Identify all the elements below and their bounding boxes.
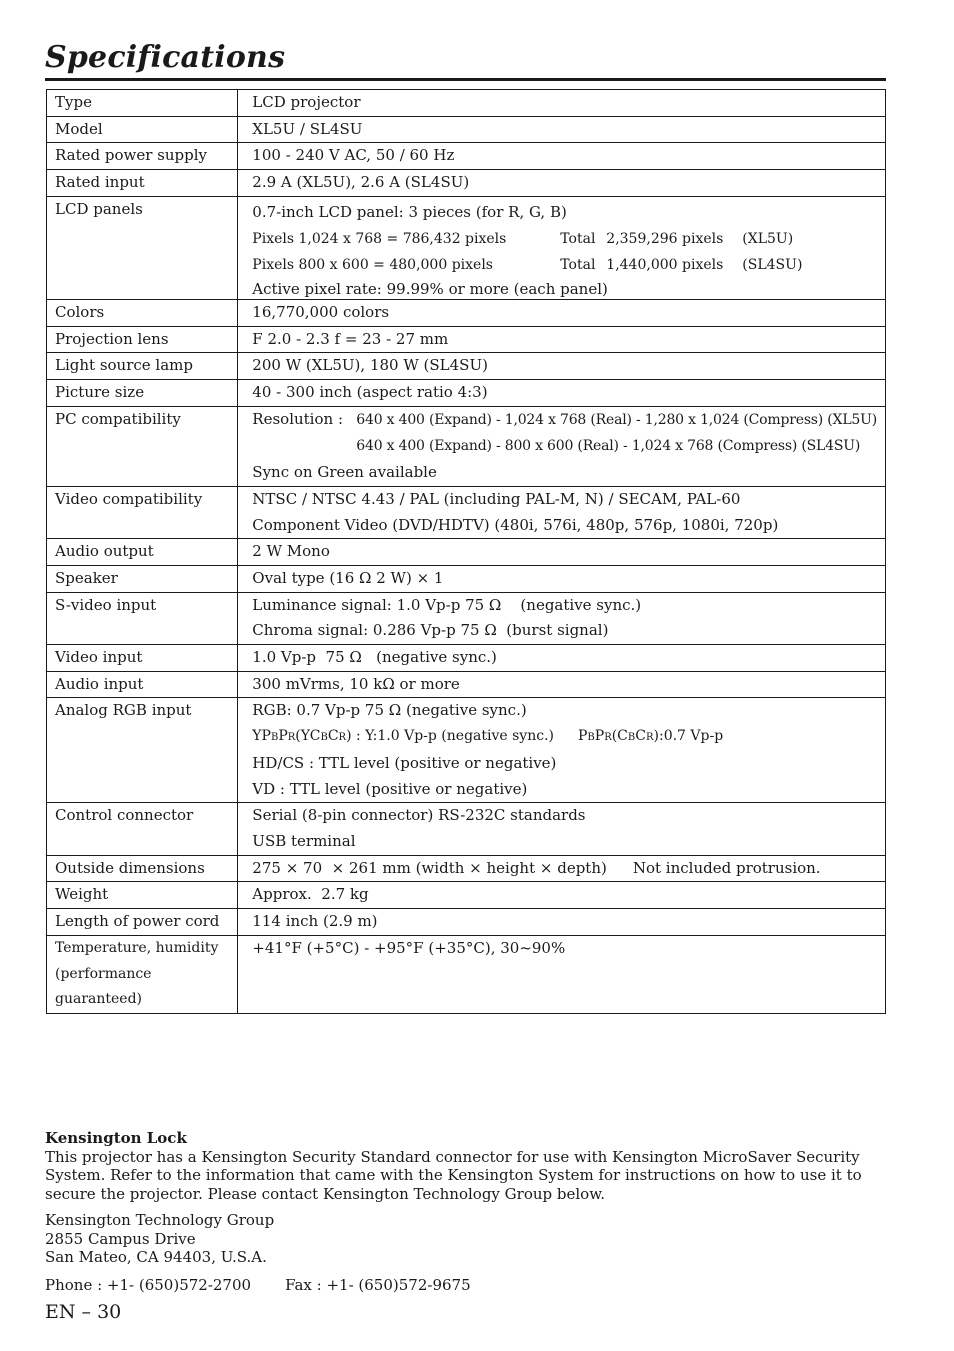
spec-label: Model — [47, 116, 238, 143]
spec-value: LCD projector — [238, 90, 886, 117]
resolution-line — [252, 433, 877, 460]
spec-value: 100 - 240 V AC, 50 / 60 Hz — [238, 143, 886, 170]
lcd-pixels-sl4su — [252, 252, 877, 279]
resolution-line — [252, 407, 877, 434]
lcd-pixels-xl5u — [252, 226, 877, 253]
kensington-text: secure the projector. Please contact Kensington Technology Group below. — [45, 1184, 606, 1203]
spec-label — [47, 935, 238, 1013]
table-row — [47, 196, 886, 299]
table-row — [47, 143, 886, 170]
table-row — [47, 909, 886, 936]
spec-label: Weight — [47, 882, 238, 909]
rgb-line: VD : TTL level (positive or negative) — [252, 779, 528, 798]
resolution-xl5u: 640 x 400 (Expand) - 1,024 x 768 (Real) - 1,280 x 1,024 (Compress) (XL5U) — [356, 411, 877, 428]
spec-value: 114 inch (2.9 m) — [238, 909, 886, 936]
lcd-line: 0.7-inch LCD panel: 3 pieces (for R, G, B) — [252, 202, 567, 221]
spec-value — [238, 803, 886, 855]
spec-label: Audio output — [47, 539, 238, 566]
model-label: (XL5U) — [742, 230, 794, 247]
page-number: EN – 30 — [45, 1301, 122, 1323]
spec-value — [238, 698, 886, 803]
pixels-text: Pixels 1,024 x 768 = 786,432 pixels — [252, 230, 507, 247]
component-line: YPBPR(YCBCR) : Y:1.0 Vp-p (negative sync.) PBPR(CBCR):0.7 Vp-p — [252, 728, 724, 745]
spec-label: Length of power cord — [47, 909, 238, 936]
spec-value: F 2.0 - 2.3 f = 23 - 27 mm — [238, 326, 886, 353]
table-row — [47, 486, 886, 538]
spec-label: Colors — [47, 299, 238, 326]
address-line: San Mateo, CA 94403, U.S.A. — [45, 1248, 267, 1266]
table-row — [47, 299, 886, 326]
title-rule — [45, 78, 886, 81]
kensington-text: This projector has a Kensington Security Standard connector for use with Kensington MicroSaver Security — [45, 1147, 860, 1166]
contact-line — [45, 1276, 875, 1295]
spec-value — [238, 855, 886, 882]
svideo-line: Luminance signal: 1.0 Vp-p 75 Ω (negative sync.) — [252, 595, 642, 614]
spec-value: XL5U / SL4SU — [238, 116, 886, 143]
dims-value: 275 × 70 × 261 mm (width × height × depth) — [252, 858, 607, 877]
page-title: Specifications — [45, 40, 286, 75]
total-label: Total — [560, 257, 596, 274]
table-row — [47, 406, 886, 486]
lcd-line: Active pixel rate: 99.99% or more (each panel) — [252, 279, 608, 298]
spec-value: Approx. 2.7 kg — [238, 882, 886, 909]
spec-label: Projection lens — [47, 326, 238, 353]
phone-number: Phone : +1- (650)572-2700 — [45, 1275, 252, 1294]
spec-value — [238, 406, 886, 486]
spec-value: 1.0 Vp-p 75 Ω (negative sync.) — [238, 645, 886, 672]
table-row — [47, 645, 886, 672]
spec-label: Video compatibility — [47, 486, 238, 538]
table-row — [47, 539, 886, 566]
dims-note: Not included protrusion. — [632, 858, 821, 877]
kensington-section — [45, 1129, 875, 1294]
table-row — [47, 935, 886, 1013]
spec-label: Outside dimensions — [47, 855, 238, 882]
table-row — [47, 326, 886, 353]
spec-value: 40 - 300 inch (aspect ratio 4:3) — [238, 380, 886, 407]
control-line: Serial (8-pin connector) RS-232C standards — [252, 806, 586, 825]
spec-label: PC compatibility — [47, 406, 238, 486]
table-row — [47, 855, 886, 882]
spec-label: S-video input — [47, 592, 238, 644]
spec-value: 16,770,000 colors — [238, 299, 886, 326]
video-line: Component Video (DVD/HDTV) (480i, 576i, 480p, 576p, 1080i, 720p) — [252, 515, 779, 534]
svideo-line: Chroma signal: 0.286 Vp-p 75 Ω (burst signal) — [252, 621, 609, 640]
address-line: Kensington Technology Group — [45, 1211, 275, 1229]
spec-label: Speaker — [47, 565, 238, 592]
spec-label: Light source lamp — [47, 353, 238, 380]
rgb-line: HD/CS : TTL level (positive or negative) — [252, 753, 557, 772]
spec-label: Video input — [47, 645, 238, 672]
table-row — [47, 353, 886, 380]
spec-value: +41°F (+5°C) - +95°F (+35°C), 30~90% — [238, 935, 886, 1013]
total-label: Total — [560, 230, 596, 247]
spec-value: 2.9 A (XL5U), 2.6 A (SL4SU) — [238, 170, 886, 197]
table-row — [47, 380, 886, 407]
table-row — [47, 90, 886, 117]
spec-label: Picture size — [47, 380, 238, 407]
spec-label: LCD panels — [47, 196, 238, 299]
fax-number: Fax : +1- (650)572-9675 — [285, 1275, 471, 1294]
kensington-heading: Kensington Lock — [45, 1129, 187, 1147]
spec-label: Analog RGB input — [47, 698, 238, 803]
spec-label: Rated input — [47, 170, 238, 197]
spec-value: 300 mVrms, 10 kΩ or more — [238, 671, 886, 698]
resolution-sl4su: 640 x 400 (Expand) - 800 x 600 (Real) - 1,024 x 768 (Compress) (SL4SU) — [356, 438, 861, 455]
pixels-text: Pixels 800 x 600 = 480,000 pixels — [252, 257, 493, 274]
kensington-text: System. Refer to the information that came with the Kensington System for instructions on how to use it to — [45, 1166, 862, 1184]
rgb-line: RGB: 0.7 Vp-p 75 Ω (negative sync.) — [252, 701, 527, 720]
spec-label: Control connector — [47, 803, 238, 855]
temp-label-note: (performance guaranteed) — [55, 965, 152, 1008]
spec-value: 2 W Mono — [238, 539, 886, 566]
table-row — [47, 698, 886, 803]
spec-value — [238, 486, 886, 538]
spec-value — [238, 196, 886, 299]
table-row — [47, 671, 886, 698]
model-label: (SL4SU) — [742, 257, 803, 274]
spec-label: Audio input — [47, 671, 238, 698]
spec-value — [238, 592, 886, 644]
control-line: USB terminal — [252, 831, 356, 850]
spec-value: 200 W (XL5U), 180 W (SL4SU) — [238, 353, 886, 380]
total-value: 1,440,000 pixels — [606, 257, 724, 274]
table-row — [47, 592, 886, 644]
spec-value: Oval type (16 Ω 2 W) × 1 — [238, 565, 886, 592]
spec-label: Type — [47, 90, 238, 117]
table-row — [47, 565, 886, 592]
spec-label: Rated power supply — [47, 143, 238, 170]
sync-line: Sync on Green available — [252, 463, 437, 482]
table-row — [47, 116, 886, 143]
resolution-label: Resolution : — [252, 409, 343, 428]
specifications-table — [46, 89, 886, 1014]
video-line: NTSC / NTSC 4.43 / PAL (including PAL-M, N) / SECAM, PAL-60 — [252, 489, 741, 508]
table-row — [47, 803, 886, 855]
address-line: 2855 Campus Drive — [45, 1229, 196, 1248]
table-row — [47, 882, 886, 909]
table-row — [47, 170, 886, 197]
temp-label: Temperature, humidity — [55, 939, 219, 956]
total-value: 2,359,296 pixels — [606, 230, 724, 247]
